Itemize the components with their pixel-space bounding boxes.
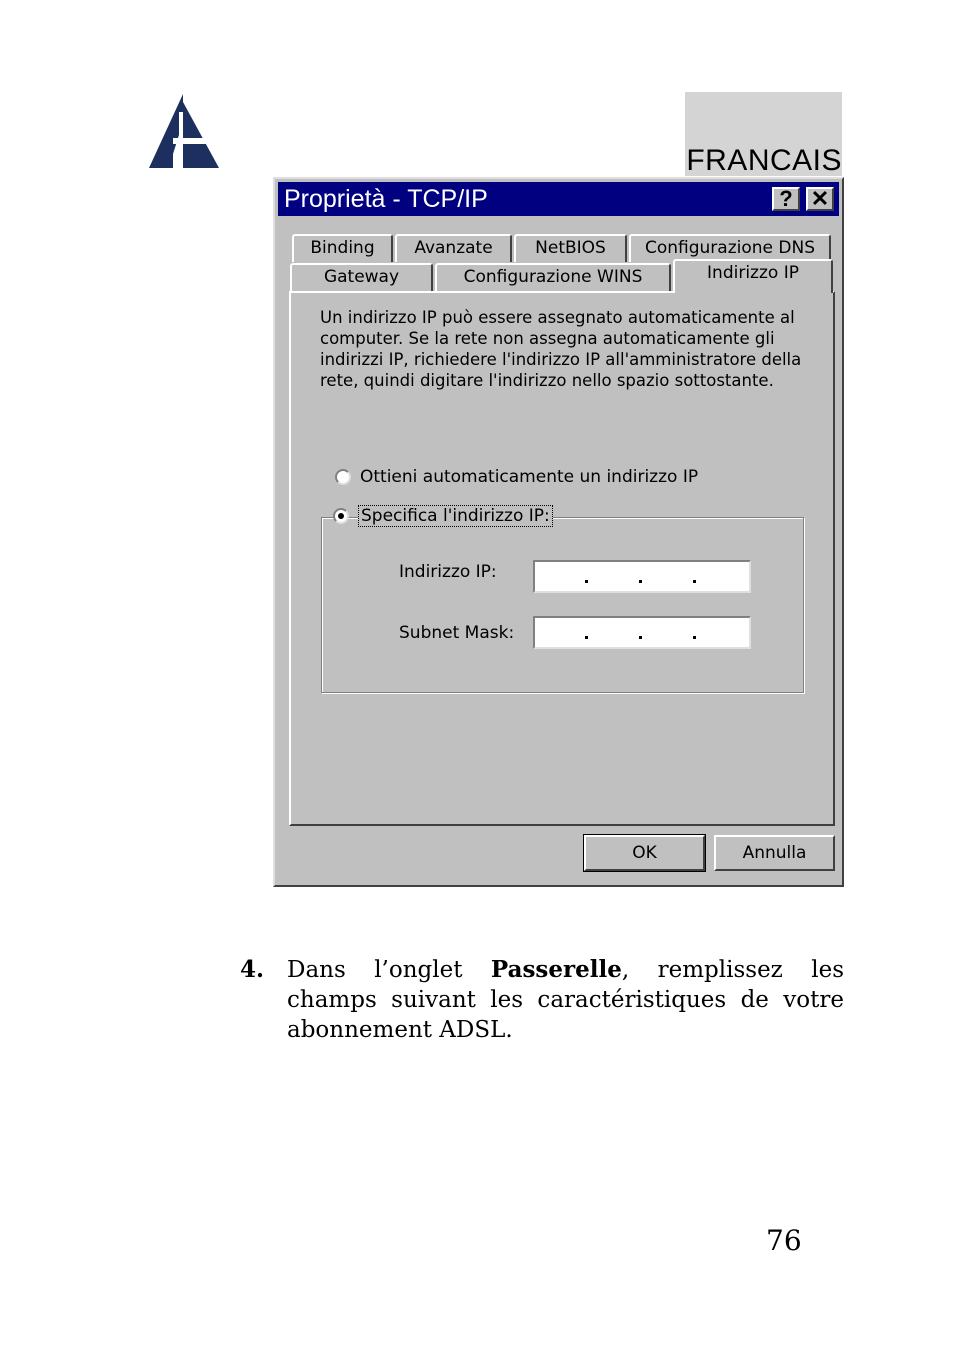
ip-address-input[interactable] [533,560,751,593]
tab-netbios[interactable]: NetBIOS [514,234,627,262]
step-number: 4. [240,956,265,983]
radio-button-selected-icon [333,508,349,524]
ip-separator-dot [693,580,696,583]
dialog-titlebar [278,182,839,216]
language-header [685,92,842,176]
help-button[interactable] [772,187,800,211]
language-label: FRANCAIS [686,144,842,177]
tcpip-properties-dialog [273,177,844,887]
step-bold-term: Passerelle [490,956,622,983]
dialog-title: Proprietà - TCP/IP [284,185,488,213]
close-button[interactable] [806,187,834,211]
radio-specify-label: Specifica l'indirizzo IP: [358,505,553,527]
page-number: 76 [766,1224,802,1257]
subnet-mask-label: Subnet Mask: [399,623,515,643]
tab-indirizzo-ip[interactable]: Indirizzo IP [673,259,833,293]
panel-description: Un indirizzo IP può essere assegnato automaticamente al computer. Se la rete non assegna automaticamente gli indirizzi IP, richiedere l'indirizzo IP all'amministratore della rete, quindi digitare l'indirizzo nello spazio sottostante. [320,308,802,390]
radio-obtain-automatically[interactable] [335,467,698,487]
company-logo-icon [147,92,219,170]
close-icon: ✕ [810,186,830,211]
help-icon: ? [779,186,793,211]
ip-separator-dot [693,636,696,639]
tab-gateway[interactable]: Gateway [290,263,433,291]
specify-ip-groupbox [321,517,804,693]
radio-obtain-label: Ottieni automaticamente un indirizzo IP [360,467,699,487]
step-text: Dans l’onglet Passerelle, remplissez les champs suivant les caractéristiques de votre abonnement ADSL. [287,956,844,1043]
tab-binding[interactable]: Binding [292,234,393,262]
ip-separator-dot [639,580,642,583]
tab-avanzate[interactable]: Avanzate [395,234,512,262]
cancel-button[interactable]: Annulla [714,835,835,871]
tab-panel [289,291,835,826]
ok-button[interactable]: OK [584,835,705,871]
tab-configurazione-dns[interactable]: Configurazione DNS [629,234,831,262]
radio-button-icon [335,469,351,485]
ip-separator-dot [639,636,642,639]
ip-separator-dot [585,580,588,583]
radio-specify-ip[interactable] [333,505,553,527]
ip-address-label: Indirizzo IP: [399,562,497,582]
subnet-mask-input[interactable] [533,616,751,649]
tab-configurazione-wins[interactable]: Configurazione WINS [435,263,671,291]
ip-separator-dot [585,636,588,639]
